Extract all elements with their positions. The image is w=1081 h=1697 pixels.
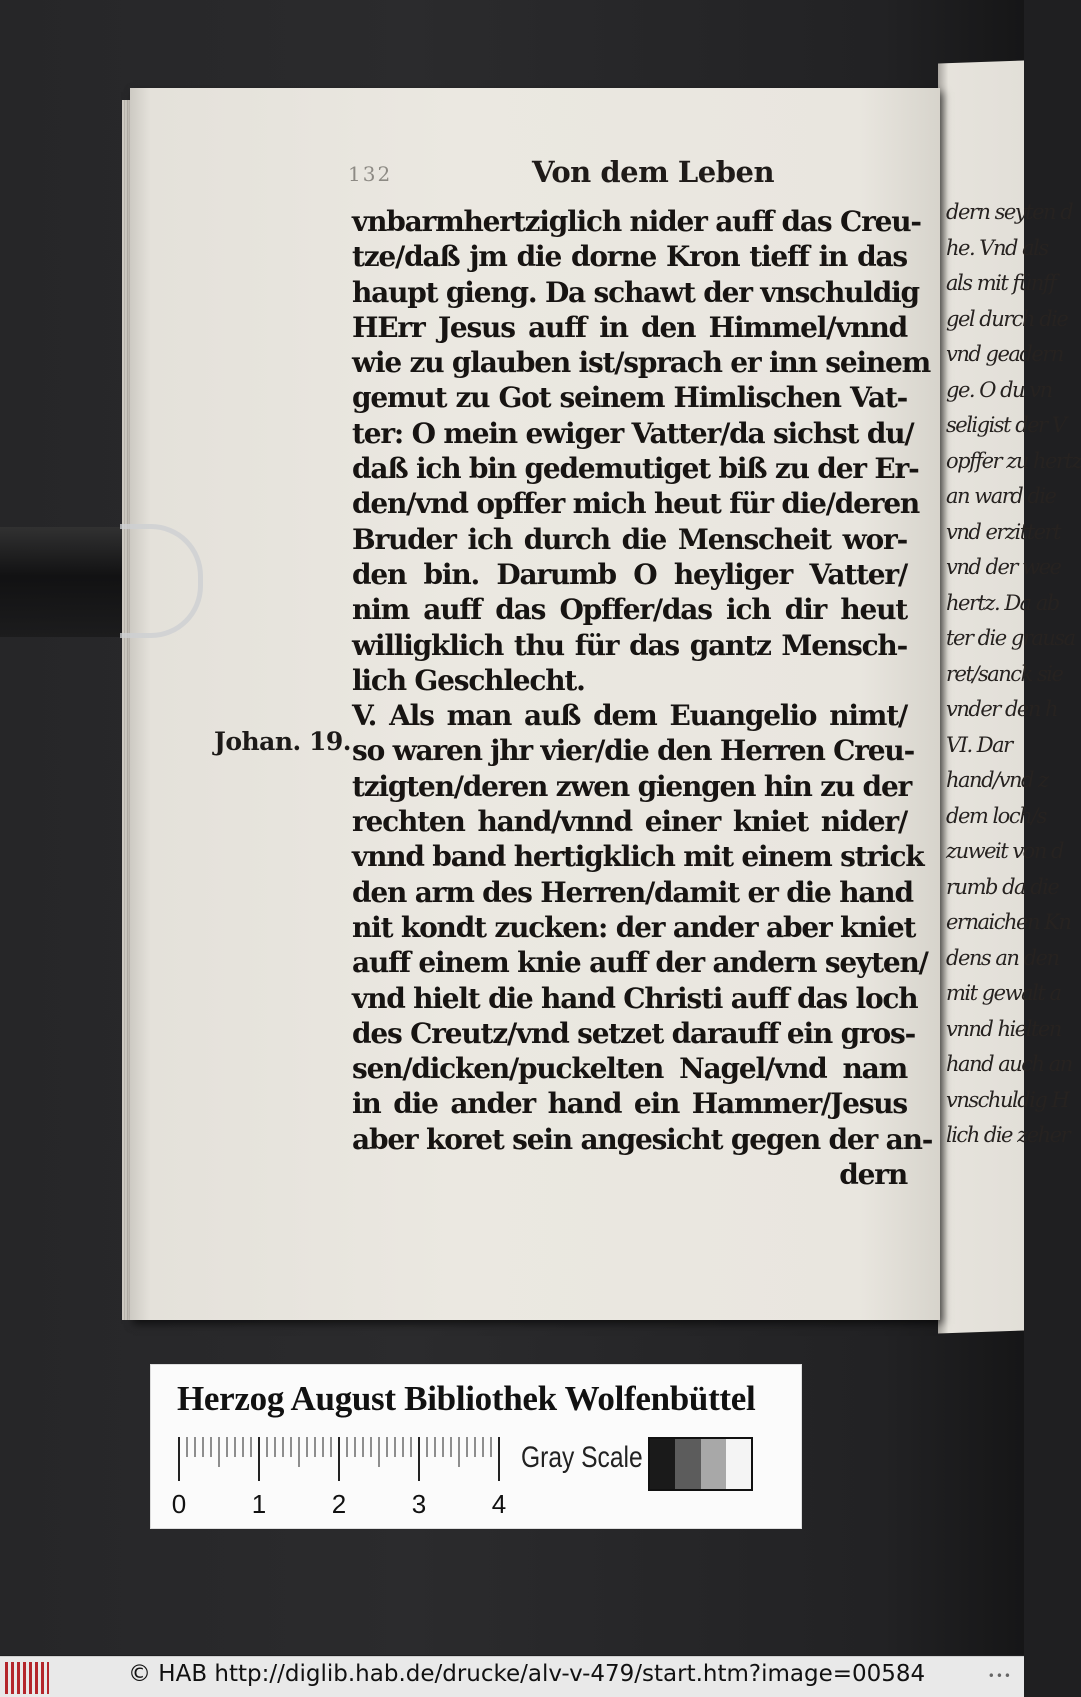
facing-page-line: mit gewalt a [946, 981, 1061, 1005]
facing-page-line: vnd geadern [946, 342, 1063, 366]
text-line: den bin. Darumb O heyliger Vatter/ [352, 557, 907, 591]
facing-page-line: lich die zeher [946, 1123, 1070, 1147]
facing-page-line: rumb da die [946, 874, 1059, 899]
facing-page-line: vnder den h [946, 697, 1058, 721]
gray-scale-swatches [648, 1437, 753, 1491]
footer-bar [0, 1656, 1024, 1697]
ruler-label: 4 [491, 1489, 507, 1519]
footer-dots: ••• [987, 1669, 1012, 1683]
gray-swatch [726, 1439, 751, 1489]
facing-page-line: zuweit von d [946, 839, 1063, 863]
facing-page-line: dern seyten d [946, 200, 1073, 224]
facing-page-line: hertz. Da ab [946, 590, 1059, 615]
running-head: Von dem Leben [532, 155, 775, 189]
margin-note: Johan. 19. [214, 727, 351, 756]
gray-swatch [675, 1439, 700, 1489]
facing-page-line: vnschuldig H [946, 1087, 1069, 1112]
facing-page-text [946, 195, 1081, 1185]
text-line: tzigten/deren zwen giengen hin zu der [352, 769, 912, 803]
text-line: nim auff das Opffer/das ich dir heut [352, 593, 907, 627]
ruler-label: 0 [171, 1489, 187, 1519]
card-title: Herzog August Bibliothek Wolfenbüttel [177, 1379, 756, 1418]
facing-page-line: vnnd hielten [946, 1016, 1061, 1041]
text-block [352, 204, 933, 1192]
text-line: den/vnd opffer mich heut für die/deren [352, 487, 920, 521]
text-line: nit kondt zucken: der ander aber kniet [352, 910, 916, 944]
text-line: willigklich thu für das gantz Mensch- [352, 628, 907, 662]
catchword: dern [839, 1158, 907, 1192]
text-line: in die ander hand ein Hammer/Jesus [352, 1087, 907, 1121]
facing-page-line: dem loch/s [946, 803, 1046, 828]
facing-page-line: hand/vnd z [946, 768, 1048, 792]
facing-page-line: an ward die [946, 484, 1056, 508]
color-card [150, 1364, 802, 1529]
text-line: ter: O mein ewiger Vatter/da sichst du/ [352, 416, 914, 450]
facing-page-line: gel durch die [946, 306, 1068, 331]
facing-page-line: seligist der V [946, 413, 1066, 437]
gray-swatch [650, 1439, 675, 1489]
facing-page-line: hand auch an [946, 1052, 1072, 1076]
facing-page-line: VI. Dar [946, 732, 1012, 757]
facing-page-line: ret/sanck sie [946, 661, 1063, 686]
gray-scale-label: Gray Scale [521, 1441, 643, 1474]
facing-page-line: vnd erzittert [946, 519, 1061, 544]
facing-page-line: ge. O du vn [946, 377, 1052, 402]
text-line: vnd hielt die hand Christi auff das loch [352, 981, 918, 1015]
text-line: so waren jhr vier/die den Herren Creu- [352, 734, 914, 768]
facing-page-line: ter die grausa [946, 626, 1075, 650]
text-line: daß ich bin gedemutiget biß zu der Er- [352, 452, 919, 486]
ruler [177, 1437, 507, 1487]
page-number: 132 [348, 162, 393, 186]
text-line: V. Als man auß dem Euangelio nimt/ [352, 699, 907, 733]
text-line: vnbarmhertziglich nider auff das Creu- [352, 205, 921, 238]
text-line: aber koret sein angesicht gegen der an- [352, 1122, 933, 1156]
hab-logo-icon [5, 1662, 49, 1694]
text-line: den arm des Herren/damit er die hand [352, 875, 913, 909]
text-line: tze/daß jm die dorne Kron tieff in das [352, 240, 907, 274]
text-line: sen/dicken/puckelten Nagel/vnd nam [352, 1052, 907, 1086]
ruler-label: 2 [331, 1489, 347, 1519]
gray-swatch [701, 1439, 726, 1489]
text-line: wie zu glauben ist/sprach er inn seinem [352, 346, 931, 380]
ruler-label: 1 [251, 1489, 267, 1519]
facing-page-line: als mit fünff [946, 271, 1056, 295]
facing-page-line: he. Vnd als [946, 235, 1048, 260]
text-line: des Creutz/vnd setzet darauff ein gros- [352, 1016, 915, 1050]
text-line: lich Geschlecht. [352, 663, 585, 697]
copyright-url[interactable]: © HAB http://diglib.hab.de/drucke/alv-v-479/start.htm?image=00584 [128, 1661, 926, 1687]
text-line: vnnd band hertigklich mit einem strick [352, 840, 924, 874]
bleed-through-text [200, 512, 340, 542]
facing-page-line: vnd der wee [946, 555, 1061, 579]
text-line: auff einem knie auff der andern seyten/ [352, 946, 928, 980]
text-line: Bruder ich durch die Menscheit wor- [352, 522, 907, 556]
text-line: HErr Jesus auff in den Himmel/vnnd [352, 310, 907, 344]
facing-page-line: dens an den [946, 945, 1059, 970]
text-line: rechten hand/vnnd einer kniet nider/ [352, 805, 907, 839]
text-line: gemut zu Got seinem Himlischen Vat- [352, 381, 907, 415]
ruler-label: 3 [411, 1489, 427, 1519]
facing-page-line: ernaichen Kn [946, 910, 1071, 934]
facing-page-line: opffer zu hertz [946, 448, 1081, 473]
text-line: haupt gieng. Da schawt der vnschuldig [352, 275, 919, 309]
